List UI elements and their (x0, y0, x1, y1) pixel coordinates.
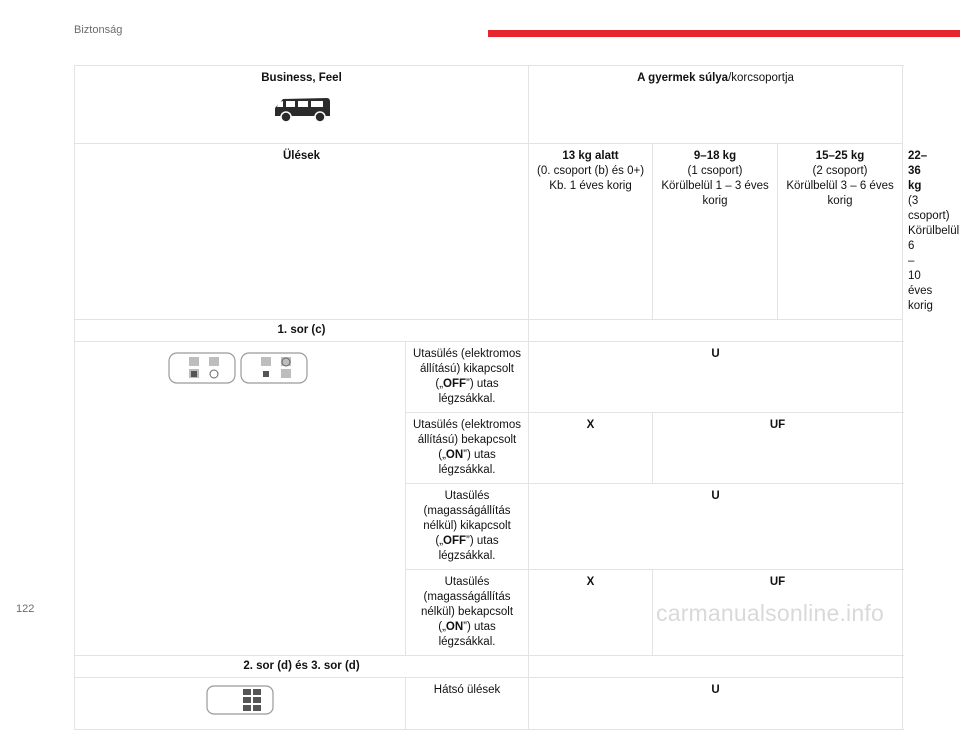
option-text-start: Utasülés (elektromos állítású) bekapcsolt („ (413, 419, 522, 461)
option-text-end: ”) utas légzsákkal. (438, 621, 496, 648)
page-number: 122 (16, 603, 35, 615)
age-group-title: /korcsoportja (728, 72, 794, 84)
vehicle-version-cell (75, 66, 529, 144)
seats-label: Ülések (75, 144, 529, 320)
option-text-start: Utasülés (magasságállítás nélkül) bekapcsolt („ (420, 576, 514, 633)
row-2-label: 2. sor (d) és 3. sor (d) (75, 656, 529, 678)
seat-option-text (406, 570, 529, 656)
suitability-value: X (529, 413, 653, 484)
group-name: (2 csoport) (812, 165, 868, 177)
group-2-header (778, 144, 903, 320)
section-title: Biztonság (74, 24, 123, 36)
group-1-header (653, 144, 778, 320)
group-age: Körülbelül 3 – 6 éves korig (786, 180, 894, 207)
suitability-value: U (529, 678, 903, 730)
vehicle-version: Business, Feel (261, 72, 342, 84)
child-weight-header (529, 66, 903, 144)
option-state: ON (445, 621, 464, 633)
group-weight: 15–25 kg (815, 150, 865, 162)
seat-option-text (406, 484, 529, 570)
header-accent-bar (488, 30, 960, 37)
row-1-label: 1. sor (c) (75, 320, 529, 342)
group-name: (0. csoport (b) és 0+) (536, 165, 645, 177)
option-text-end: ”) utas légzsákkal. (438, 535, 499, 562)
group-weight: 9–18 kg (693, 150, 737, 162)
option-text-start: Utasülés (magasságállítás nélkül) kikapcsolt („ (423, 490, 511, 547)
group-name: (1 csoport) (687, 165, 743, 177)
option-state: OFF (443, 535, 467, 547)
group-0-header (529, 144, 653, 320)
suitability-value: X (529, 570, 653, 656)
rear-seat-diagram-icon (205, 683, 275, 717)
front-seat-diagram-icon (165, 349, 315, 389)
group-age: Kb. 1 éves korig (549, 180, 632, 192)
child-weight-title: A gyermek súlya (637, 72, 729, 84)
suitability-value: U (529, 342, 903, 413)
suitability-value: UF (653, 413, 903, 484)
child-seat-table: Business, Feel A gyermek súlya/korcsoportja Ülések 13 kg alatt (0. csoport (b) és 0+) Kb. 1 éves korig 9–18 kg (1 csoport) Körülbelül 1 – 3 éves korig 15–25 kg (2 csoport) Körülbelül 3 – 6 éves korig 22–36 kg (3 csoport) Körülbelül 6 – 10 éves korig 1. sor (c) Utasülés (elektromos állítású) kikapcsolt („OFF”) utas légzsákkal. U Utasülés (elektromos állítású) bekapcsolt („ON”) utas légzsákkal. X UF Utasülés (magasságállítás nélkül) kikapcsolt („OFF”) utas légzsákkal. U Utasülés (magasságállítás nélkül) bekapcsolt („ON”) utas légzsákkal. X UF 2. sor (d) és 3. sor (d) Hátsó ülések U (74, 65, 903, 730)
seat-option-text (406, 413, 529, 484)
suitability-value: UF (653, 570, 903, 656)
group-weight: 13 kg alatt (562, 150, 619, 162)
option-state: OFF (443, 378, 467, 390)
group-age: Körülbelül 1 – 3 éves korig (661, 180, 769, 207)
option-text-end: ”) utas légzsákkal. (438, 449, 496, 476)
seat-option-text (406, 342, 529, 413)
rear-seat-diagram-cell (75, 678, 406, 730)
option-text-end: ”) utas légzsákkal. (438, 378, 499, 405)
option-text-start: Utasülés (elektromos állítású) kikapcsolt („ (413, 348, 522, 390)
van-icon (271, 94, 333, 124)
suitability-value: U (529, 484, 903, 570)
front-seat-diagram-cell (75, 342, 406, 656)
rear-seats-label: Hátsó ülések (406, 678, 529, 730)
watermark: carmanualsonline.info (656, 600, 884, 626)
option-state: ON (445, 449, 464, 461)
